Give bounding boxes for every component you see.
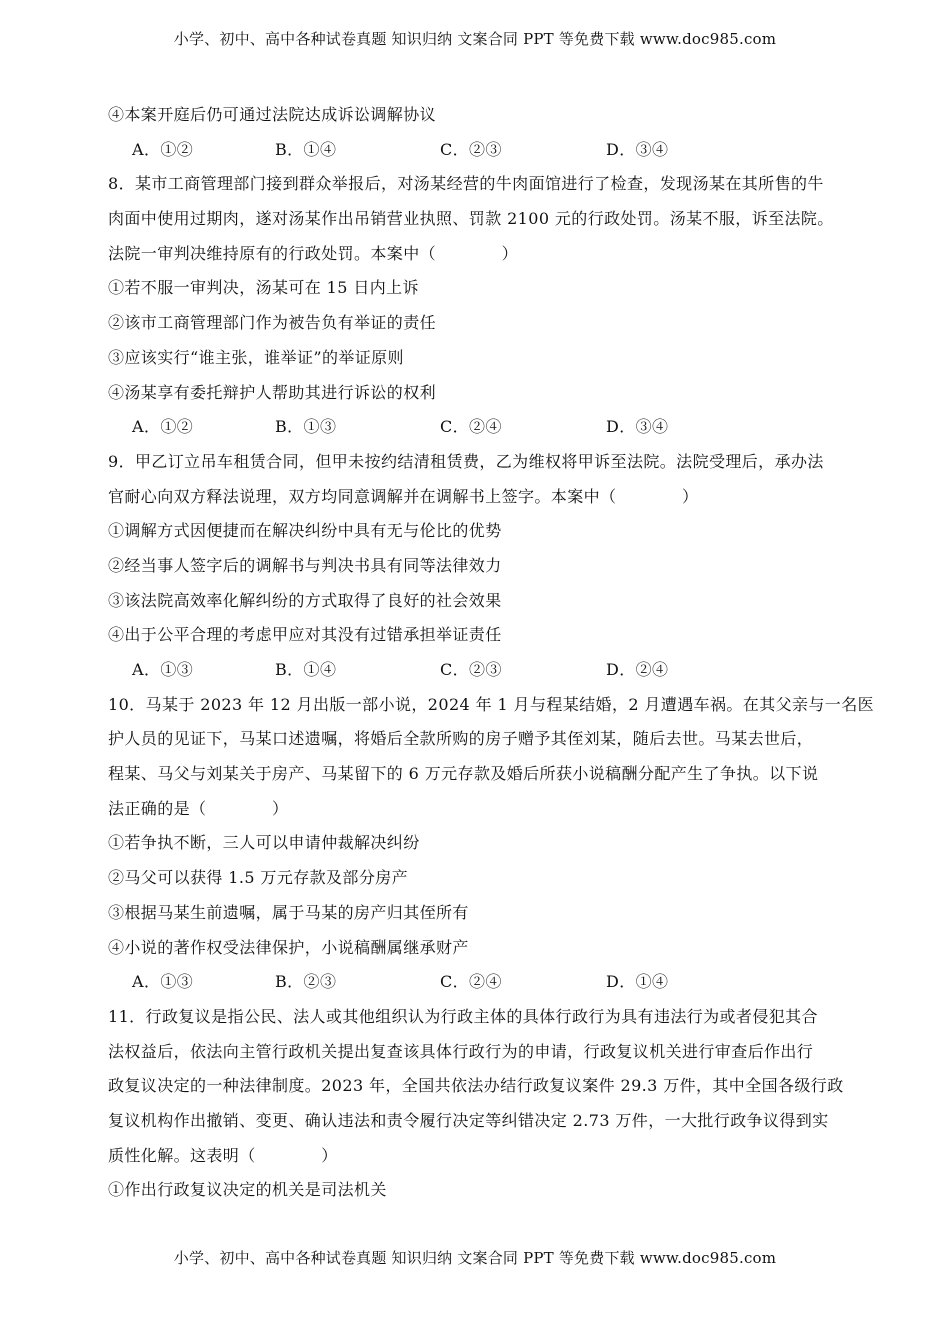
answer-option-d: D．③④ xyxy=(606,417,669,437)
text-line: 法权益后，依法向主管行政机关提出复查该具体行政行为的申请，行政复议机关进行审查后作出行 xyxy=(108,1041,814,1061)
text-line: 8．某市工商管理部门接到群众举报后，对汤某经营的牛肉面馆进行了检查，发现汤某在其所售的牛 xyxy=(108,174,824,194)
text-line: ②该市工商管理部门作为被告负有举证的责任 xyxy=(108,313,437,333)
text-line: ①若不服一审判决，汤某可在 15 日内上诉 xyxy=(108,278,419,298)
text-line: ②经当事人签字后的调解书与判决书具有同等法律效力 xyxy=(108,555,502,575)
answer-option-c: C．②③ xyxy=(440,139,502,159)
text-line: ④本案开庭后仍可通过法院达成诉讼调解协议 xyxy=(108,105,437,124)
answer-options xyxy=(108,653,848,688)
text-line: ④小说的著作权受法律保护，小说稿酬属继承财产 xyxy=(108,937,469,957)
answer-option-b: B．①④ xyxy=(275,139,337,159)
page-footer-watermark: 小学、初中、高中各种试卷真题 知识归纳 文案合同 PPT 等免费下载 www.doc985.com xyxy=(173,1249,777,1267)
answer-option-d: D．②④ xyxy=(606,660,669,679)
text-line: 法正确的是（ ） xyxy=(108,798,289,818)
text-line: 官耐心向双方释法说理，双方均同意调解并在调解书上签字。本案中（ ） xyxy=(108,486,699,506)
answer-options xyxy=(108,133,848,168)
text-line: ③应该实行“谁主张，谁举证”的举证原则 xyxy=(108,347,404,367)
text-line: ①作出行政复议决定的机关是司法机关 xyxy=(108,1180,387,1200)
text-line: 护人员的见证下，马某口述遗嘱，将婚后全款所购的房子赠予其侄刘某，随后去世。马某去世后， xyxy=(108,729,814,749)
answer-option-d: D．①④ xyxy=(606,972,669,992)
answer-option-b: B．②③ xyxy=(275,972,337,992)
text-line: ③该法院高效率化解纠纷的方式取得了良好的社会效果 xyxy=(108,590,502,610)
text-line: 程某、马父与刘某关于房产、马某留下的 6 万元存款及婚后所获小说稿酬分配产生了争执。以下说 xyxy=(108,764,819,784)
text-line: 肉面中使用过期肉，遂对汤某作出吊销营业执照、罚款 2100 元的行政处罚。汤某不服，诉至法院。 xyxy=(108,209,834,229)
text-line: ④汤某享有委托辩护人帮助其进行诉讼的权利 xyxy=(108,382,437,402)
text-line: ③根据马某生前遗嘱，属于马某的房产归其侄所有 xyxy=(108,902,469,922)
answer-option-a: A．①② xyxy=(132,417,194,437)
answer-option-c: C．②④ xyxy=(440,417,502,437)
text-line: 10．马某于 2023 年 12 月出版一部小说，2024 年 1 月与程某结婚，2 月遭遇车祸。在其父亲与一名医 xyxy=(108,694,875,714)
answer-option-b: B．①③ xyxy=(275,417,337,437)
document-body xyxy=(108,98,875,1208)
page-header-watermark: 小学、初中、高中各种试卷真题 知识归纳 文案合同 PPT 等免费下载 www.doc985.com xyxy=(173,30,777,48)
answer-option-a: A．①③ xyxy=(132,972,194,992)
text-line: 质性化解。这表明（ ） xyxy=(108,1145,338,1165)
text-line: ①若争执不断，三人可以申请仲裁解决纠纷 xyxy=(108,833,420,853)
text-line: ④出于公平合理的考虑甲应对其没有过错承担举证责任 xyxy=(108,625,502,645)
text-line: 11．行政复议是指公民、法人或其他组织认为行政主体的具体行政行为具有违法行为或者侵犯其合 xyxy=(108,1006,818,1026)
answer-option-c: C．②④ xyxy=(440,972,502,992)
answer-options xyxy=(108,410,848,445)
answer-option-c: C．②③ xyxy=(440,660,502,679)
answer-option-b: B．①④ xyxy=(275,660,337,679)
answer-option-d: D．③④ xyxy=(606,139,669,159)
answer-option-a: A．①③ xyxy=(132,660,194,679)
answer-options xyxy=(108,965,848,1000)
text-line: 9．甲乙订立吊车租赁合同，但甲未按约结清租赁费，乙为维权将甲诉至法院。法院受理后，承办法 xyxy=(108,451,824,471)
text-line: 政复议决定的一种法律制度。2023 年，全国共依法办结行政复议案件 29.3 万件，其中全国各级行政 xyxy=(108,1076,844,1096)
text-line: 法院一审判决维持原有的行政处罚。本案中（ ） xyxy=(108,243,519,263)
text-line: ②马父可以获得 1.5 万元存款及部分房产 xyxy=(108,868,409,888)
text-line: ①调解方式因便捷而在解决纠纷中具有无与伦比的优势 xyxy=(108,521,502,541)
text-line: 复议机构作出撤销、变更、确认违法和责令履行决定等纠错决定 2.73 万件，一大批行政争议得到实 xyxy=(108,1110,829,1130)
answer-option-a: A．①② xyxy=(132,139,194,159)
